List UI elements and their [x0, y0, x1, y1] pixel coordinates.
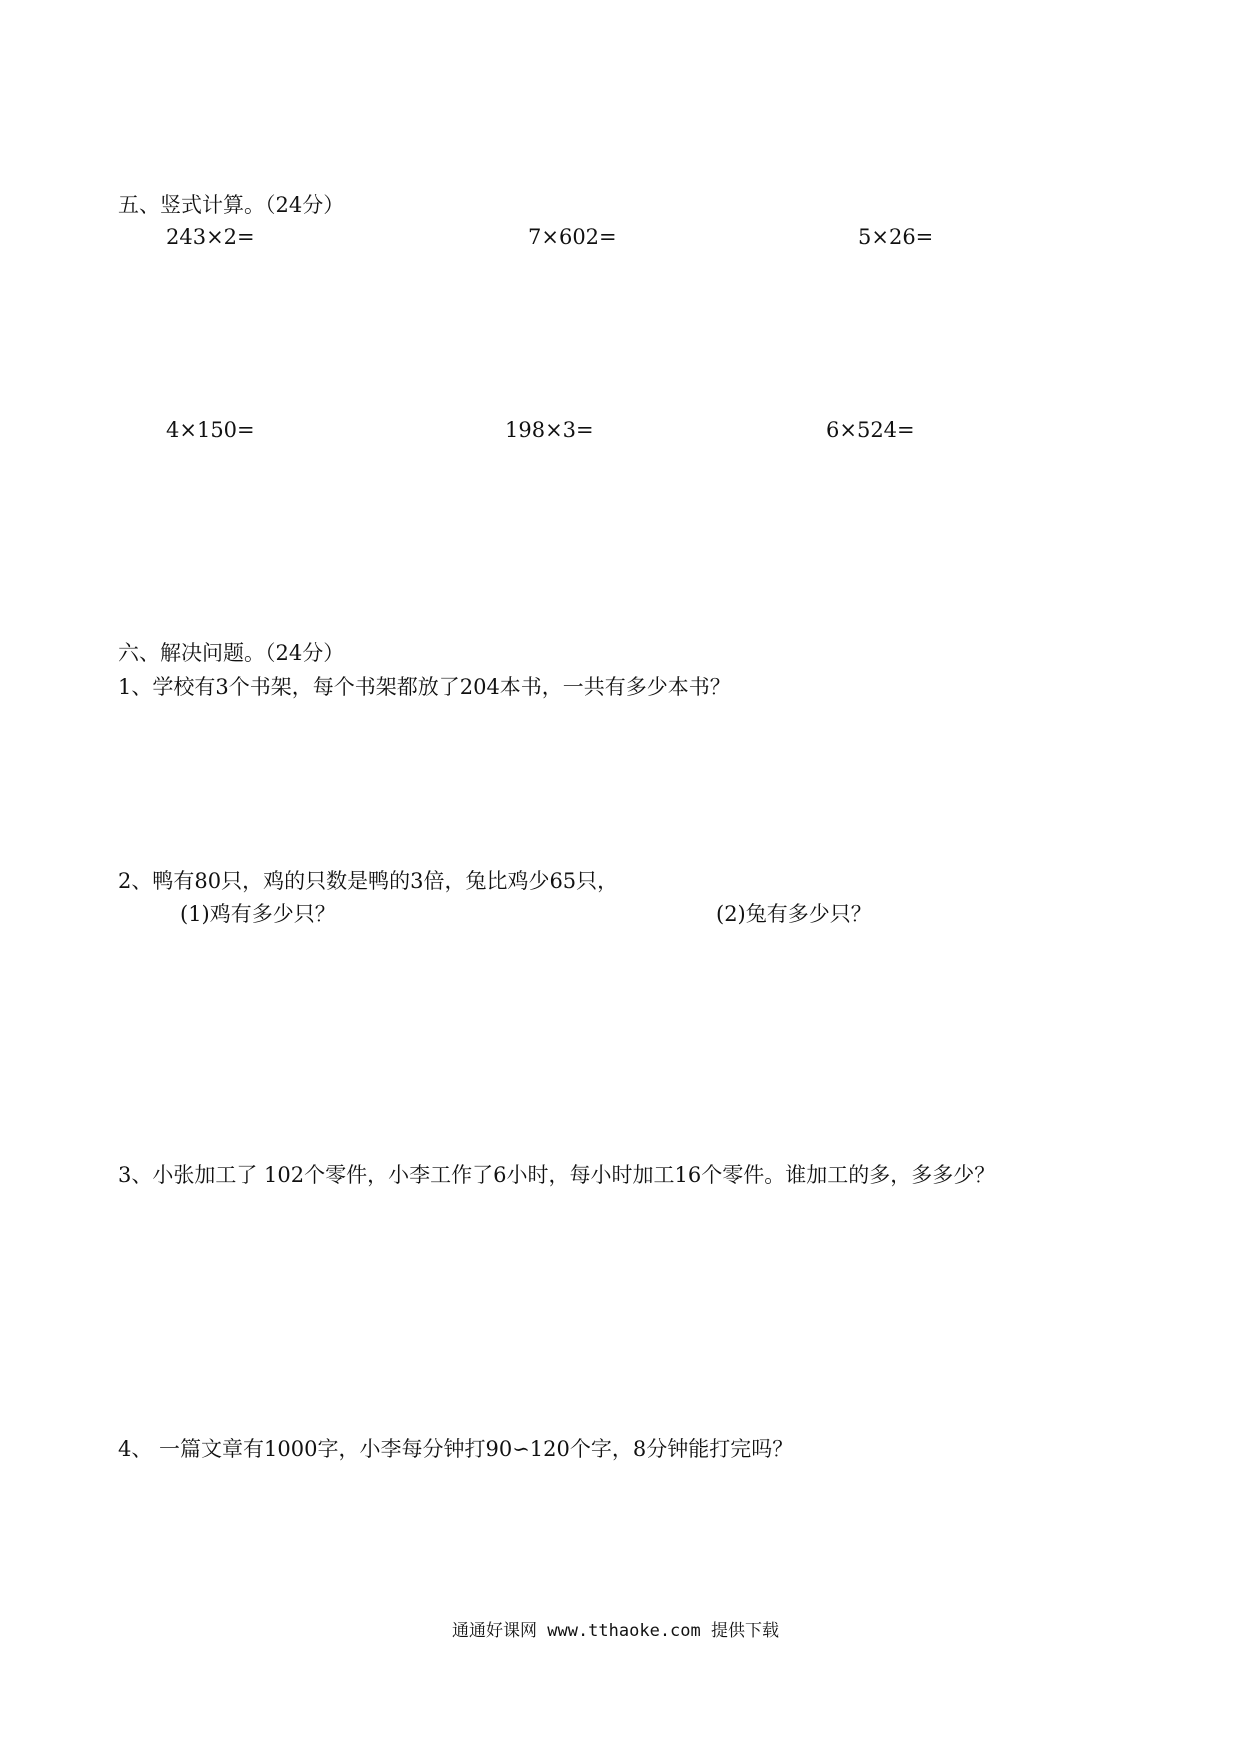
calc-item: 6×524= [826, 418, 915, 442]
question-2-part-2: (2)兔有多少只？ [716, 902, 872, 926]
calc-item: 4×150= [166, 418, 255, 442]
calc-item: 243×2= [166, 225, 255, 249]
question-1: 1、学校有3个书架，每个书架都放了204本书，一共有多少本书？ [118, 675, 731, 699]
question-2: 2、鸭有80只，鸡的只数是鸭的3倍，兔比鸡少65只， [118, 869, 619, 893]
question-3: 3、小张加工了 102个零件，小李工作了6小时，每小时加工16个零件。谁加工的多，多多少？ [118, 1163, 996, 1187]
section-6-title: 六、解决问题。（24分） [118, 641, 345, 665]
question-4: 4、 一篇文章有1000字，小李每分钟打90∽120个字，8分钟能打完吗？ [118, 1437, 794, 1461]
calc-item: 5×26= [858, 225, 934, 249]
calc-item: 7×602= [528, 225, 617, 249]
section-5-title: 五、竖式计算。（24分） [118, 193, 345, 217]
question-2-part-1: (1)鸡有多少只？ [180, 902, 336, 926]
footer-credit: 通通好课网 www.tthaoke.com 提供下载 [452, 1621, 779, 1641]
calc-item: 198×3= [505, 418, 594, 442]
